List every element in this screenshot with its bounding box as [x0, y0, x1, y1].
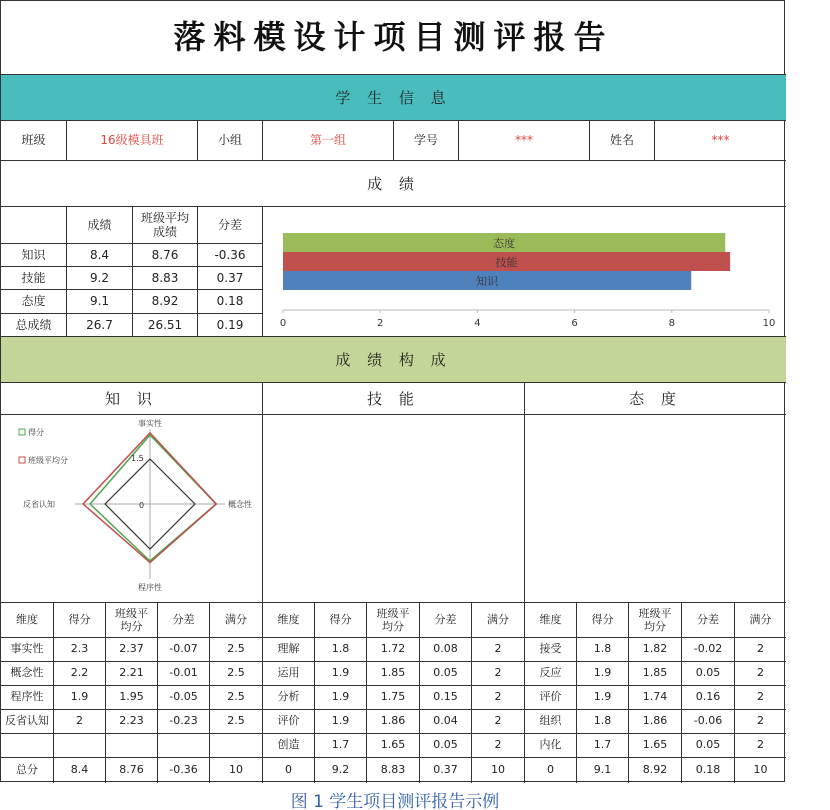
scores-cell: 9.1: [66, 289, 132, 313]
breakdown-cell: 2.5: [209, 709, 262, 733]
bar-label: 态度: [493, 237, 516, 250]
breakdown-cell: -0.01: [157, 661, 209, 685]
breakdown-cell: 1.9: [314, 709, 366, 733]
scores-cell: 态度: [1, 289, 66, 313]
scores-cell: 技能: [1, 266, 66, 289]
breakdown-cell: 9.1: [576, 757, 628, 783]
breakdown-cell: 2.23: [105, 709, 157, 733]
figure-caption: 图 1 学生项目测评报告示例: [290, 792, 500, 810]
breakdown-header-cell: 班级平均分: [105, 603, 157, 637]
name-value: ***: [654, 121, 786, 160]
breakdown-cell: 1.85: [366, 661, 419, 685]
student-info-band: [1, 75, 786, 121]
bar-label: 知识: [476, 275, 499, 288]
breakdown-cell: 1.7: [314, 733, 366, 757]
breakdown-cell: 理解: [262, 637, 314, 661]
scores-cell: 知识: [1, 243, 66, 266]
breakdown-cell: 10: [734, 757, 786, 783]
student-info-heading: 学 生 信 息: [335, 88, 452, 107]
x-tick-label: 6: [571, 318, 578, 329]
breakdown-cell: 1.86: [366, 709, 419, 733]
composition-heading: 成 绩 构 成: [335, 350, 452, 369]
scores-cell: 26.7: [66, 313, 132, 337]
breakdown-cell: 0.05: [681, 661, 734, 685]
breakdown-cell: 2: [471, 685, 524, 709]
breakdown-cell: 2.3: [53, 637, 105, 661]
breakdown-cell: 分析: [262, 685, 314, 709]
scores-heading: 成 绩: [367, 174, 420, 193]
breakdown-cell: 1.9: [314, 685, 366, 709]
breakdown-cell: 1.95: [105, 685, 157, 709]
breakdown-header-cell: 满分: [734, 603, 786, 637]
x-tick-label: 10: [762, 318, 776, 329]
x-tick-label: 8: [668, 318, 675, 329]
knowledge-heading: 知 识: [105, 389, 158, 408]
breakdown-cell: 2: [734, 637, 786, 661]
scores-cell: 26.51: [132, 313, 197, 337]
breakdown-cell: 0.37: [419, 757, 471, 783]
scores-cell: 8.92: [132, 289, 197, 313]
scores-header-divider: [132, 207, 133, 243]
breakdown-header-cell: 维度: [524, 603, 576, 637]
radar-row: [1, 415, 786, 603]
breakdown-header-cell: 分差: [681, 603, 734, 637]
breakdown-cell: 1.85: [628, 661, 681, 685]
breakdown-cell: 2: [734, 709, 786, 733]
breakdown-cell: 1.86: [628, 709, 681, 733]
attitude-radar-panel: [524, 415, 786, 603]
skills-radar-panel: [262, 415, 524, 603]
x-tick-label: 0: [279, 318, 287, 329]
breakdown-cell: 10: [471, 757, 524, 783]
breakdown-cell: [209, 733, 262, 757]
breakdown-cell: -0.05: [157, 685, 209, 709]
breakdown-header-cell: 维度: [16, 613, 38, 627]
breakdown-cell: [105, 733, 157, 757]
breakdown-cell: 1.7: [576, 733, 628, 757]
breakdown-cell: 2.2: [53, 661, 105, 685]
breakdown-cell: 2: [471, 709, 524, 733]
breakdown-cell: 1.9: [576, 661, 628, 685]
scores-section-row: [1, 161, 786, 207]
breakdown-cell: 1.74: [628, 685, 681, 709]
breakdown-cell: 0: [524, 757, 576, 783]
radar-axis-label: 事实性: [138, 419, 162, 428]
breakdown-cell: 评价: [262, 709, 314, 733]
breakdown-cell: -0.06: [681, 709, 734, 733]
breakdown-cell: 2: [734, 685, 786, 709]
class-label: 班级: [21, 133, 46, 148]
breakdown-cell: 2.37: [105, 637, 157, 661]
breakdown-cell: 反省认知: [5, 714, 49, 728]
student-info-row: [1, 121, 786, 161]
group-value: 第一组: [262, 121, 393, 160]
breakdown-cell: 2.21: [105, 661, 157, 685]
breakdown-cell: 2: [53, 709, 105, 733]
breakdown-cell: 内化: [524, 733, 576, 757]
breakdown-cell: 1.8: [314, 637, 366, 661]
breakdown-cell: 8.4: [53, 757, 105, 783]
breakdown-cell: 0.05: [419, 661, 471, 685]
breakdown-header-cell: 得分: [576, 603, 628, 637]
radar-axis-label: 程序性: [138, 583, 162, 592]
breakdown-header-cell: 班级平均分: [366, 603, 419, 637]
breakdown-cell: 2: [734, 733, 786, 757]
radar-series-0: [90, 435, 216, 561]
breakdown-cell: 1.65: [366, 733, 419, 757]
breakdown-cell: -0.23: [157, 709, 209, 733]
breakdown-cell: 2: [471, 661, 524, 685]
breakdown-header-cell: 维度: [262, 603, 314, 637]
breakdown-header-cell: 分差: [157, 603, 209, 637]
legend-label: 班级平均分: [28, 456, 68, 465]
breakdown-header-cell: 得分: [53, 603, 105, 637]
scores-row: [1, 207, 786, 337]
breakdown-cell: 创造: [262, 733, 314, 757]
scores-header-cell: [1, 207, 66, 243]
knowledge-radar-chart: [1, 415, 262, 602]
radar-tick-label: 1.5: [131, 454, 144, 463]
group-label: 小组: [197, 121, 262, 160]
breakdown-cell: 0: [262, 757, 314, 783]
breakdown-header-cell: 分差: [419, 603, 471, 637]
breakdown-cell: 1.9: [53, 685, 105, 709]
subsection-row: [1, 383, 786, 415]
composition-band: [1, 337, 786, 383]
skills-heading: 技 能: [262, 383, 524, 414]
breakdown-cell: 0.08: [419, 637, 471, 661]
breakdown-cell: 2.5: [209, 661, 262, 685]
report-title-row: [1, 1, 786, 75]
breakdown-header-cell: 满分: [209, 603, 262, 637]
breakdown-cell: 8.76: [105, 757, 157, 783]
breakdown-cell: 1.8: [576, 637, 628, 661]
scores-cell: 9.2: [66, 266, 132, 289]
breakdown-header-cell: 得分: [314, 603, 366, 637]
scores-table: [1, 207, 262, 337]
legend-label: 得分: [28, 428, 44, 437]
x-tick-label: 2: [377, 318, 384, 329]
breakdown-cell: 8.92: [628, 757, 681, 783]
breakdown-cell: 概念性: [10, 666, 44, 680]
breakdown-cell: [1, 733, 53, 757]
breakdown-cell: 9.2: [314, 757, 366, 783]
breakdown-cell: 10: [209, 757, 262, 783]
breakdown-cell: 评价: [524, 685, 576, 709]
breakdown-cell: 1.9: [576, 685, 628, 709]
breakdown-cell: [157, 733, 209, 757]
scores-cell: 8.83: [132, 266, 197, 289]
breakdown-cell: -0.02: [681, 637, 734, 661]
breakdown-cell: 0.15: [419, 685, 471, 709]
radar-tick-label: 0: [139, 501, 145, 510]
attitude-heading: 态 度: [524, 383, 786, 414]
breakdown-cell: 1.75: [366, 685, 419, 709]
breakdown-cell: -0.36: [157, 757, 209, 783]
scores-cell: 0.37: [197, 266, 262, 289]
legend-swatch: [19, 429, 25, 435]
scores-cell: -0.36: [197, 243, 262, 266]
breakdown-cell: 总分: [16, 763, 38, 777]
bar-label: 技能: [495, 256, 518, 269]
breakdown-table: [1, 603, 786, 783]
class-value: 16级模具班: [66, 121, 197, 160]
breakdown-cell: 接受: [524, 637, 576, 661]
scores-header-cell: 班级平均成绩: [140, 210, 189, 239]
breakdown-cell: 2: [471, 637, 524, 661]
knowledge-radar-panel: [1, 415, 262, 603]
scores-header-cell: 分差: [197, 207, 262, 243]
breakdown-cell: 程序性: [10, 690, 44, 704]
breakdown-cell: 0.04: [419, 709, 471, 733]
scores-header-cell: 成绩: [66, 207, 132, 243]
breakdown-cell: [53, 733, 105, 757]
legend-swatch: [19, 457, 25, 463]
breakdown-cell: 0.18: [681, 757, 734, 783]
scores-cell: 0.19: [197, 313, 262, 337]
student-id-label: 学号: [393, 121, 458, 160]
breakdown-cell: 2.5: [209, 637, 262, 661]
breakdown-cell: -0.07: [157, 637, 209, 661]
scores-bar-chart: [263, 207, 786, 336]
report-title: 落料模设计项目测评报告: [173, 18, 614, 57]
breakdown-cell: 2: [734, 661, 786, 685]
scores-chart-panel: [262, 207, 786, 337]
breakdown-cell: 2.5: [209, 685, 262, 709]
breakdown-cell: 1.65: [628, 733, 681, 757]
scores-cell: 0.18: [197, 289, 262, 313]
x-tick-label: 4: [474, 318, 481, 329]
scores-cell: 8.76: [132, 243, 197, 266]
breakdown-cell: 1.9: [314, 661, 366, 685]
scores-cell: 8.4: [66, 243, 132, 266]
breakdown-cell: 8.83: [366, 757, 419, 783]
breakdown-header-cell: 班级平均分: [628, 603, 681, 637]
breakdown-cell: 事实性: [10, 642, 44, 656]
breakdown-cell: 1.72: [366, 637, 419, 661]
breakdown-cell: 反应: [524, 661, 576, 685]
scores-cell: 总成绩: [1, 313, 66, 337]
breakdown-cell: 运用: [262, 661, 314, 685]
breakdown-cell: 0.05: [681, 733, 734, 757]
student-id-value: ***: [458, 121, 589, 160]
radar-axis-label: 反省认知: [23, 500, 55, 509]
breakdown-cell: 组织: [524, 709, 576, 733]
breakdown-cell: 2: [471, 733, 524, 757]
name-label: 姓名: [589, 121, 654, 160]
radar-axis-label: 概念性: [228, 500, 252, 509]
breakdown-cell: 1.8: [576, 709, 628, 733]
breakdown-header-cell: 满分: [471, 603, 524, 637]
breakdown-cell: 0.16: [681, 685, 734, 709]
breakdown-cell: 0.05: [419, 733, 471, 757]
breakdown-cell: 1.82: [628, 637, 681, 661]
